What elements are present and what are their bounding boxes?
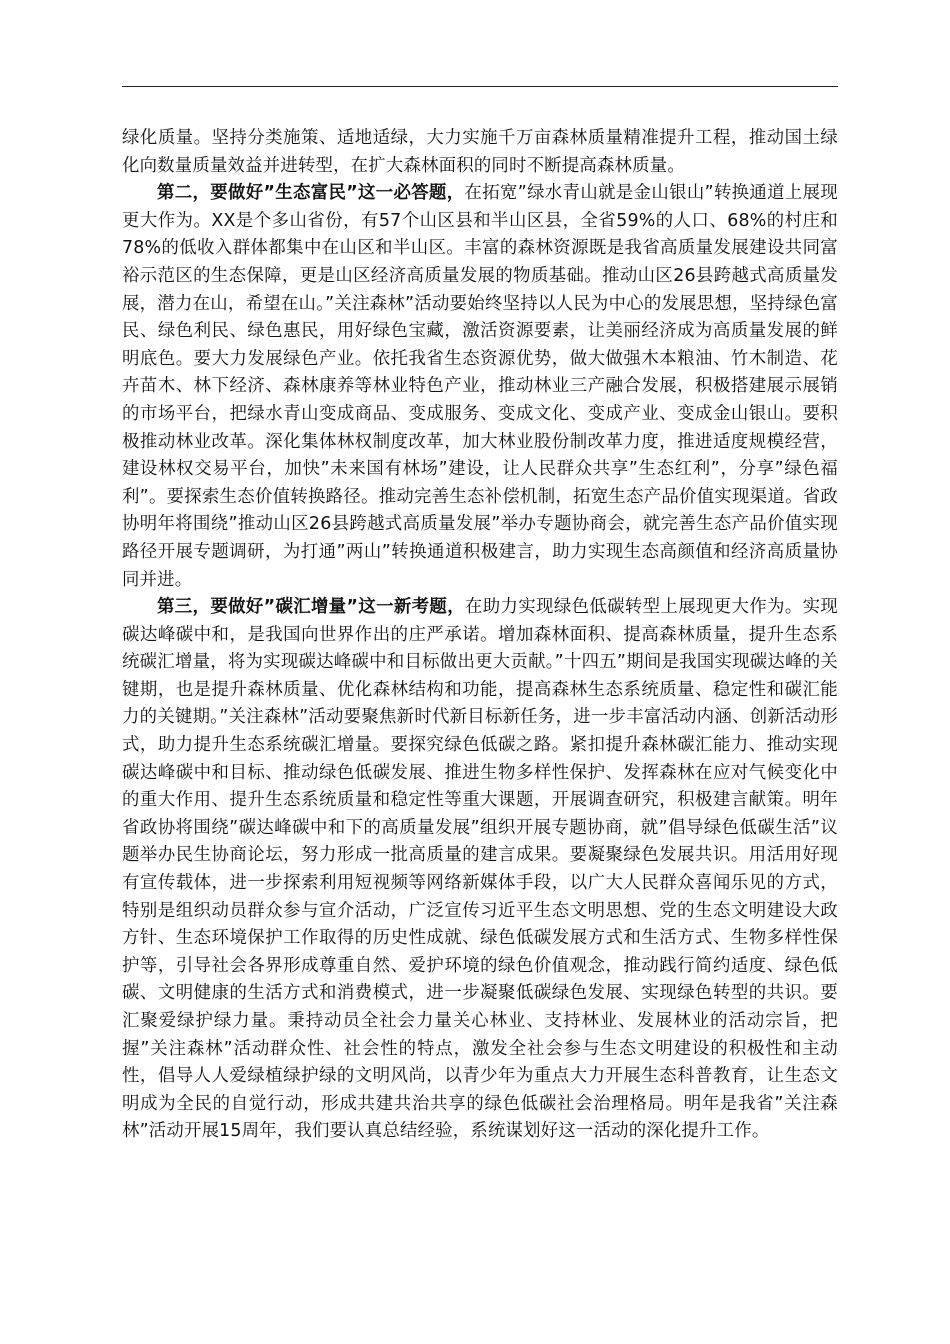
header-rule [122, 86, 838, 87]
paragraph-1 [122, 125, 838, 180]
document-body [122, 125, 838, 1146]
paragraph-3-lead: 第三，要做好”碳汇增量”这一新考题， [157, 597, 465, 618]
paragraph-2-lead: 第二，要做好”生态富民”这一必答题， [157, 183, 465, 204]
paragraph-3 [122, 594, 838, 1146]
paragraph-3-text: 在助力实现绿色低碳转型上展现更大作为。实现碳达峰碳中和，是我国向世界作出的庄严承诺。增加森林面积、提高森林质量，提升生态系统碳汇增量，将为实现碳达峰碳中和目标做出更大贡献。”十四五”期间是我国实现碳达峰的关键期，也是提升森林质量、优化森林结构和功能，提高森林生态系统质量、稳定性和碳汇能力的关键期。”关注森林”活动要聚焦新时代新目标新任务，进一步丰富活动内涵、创新活动形式，助力提升生态系统碳汇增量。要探究绿色低碳之路。紧扣提升森林碳汇能力、推动实现碳达峰碳中和目标、推动绿色低碳发展、推进生物多样性保护、发挥森林在应对气候变化中的重大作用、提升生态系统质量和稳定性等重大课题，开展调查研究，积极建言献策。明年省政协将围绕”碳达峰碳中和下的高质量发展”组织开展专题协商，就”倡导绿色低碳生活”议题举办民生协商论坛，努力形成一批高质量的建言成果。要凝聚绿色发展共识。用活用好现有宣传载体，进一步探索利用短视频等网络新媒体手段，以广大人民群众喜闻乐见的方式，特别是组织动员群众参与宣介活动，广泛宣传习近平生态文明思想、党的生态文明建设大政方针、生态环境保护工作取得的历史性成就、绿色低碳发展方式和生活方式、生物多样性保护等，引导社会各界形成尊重自然、爱护环境的绿色价值观念，推动践行简约适度、绿色低碳、文明健康的生活方式和消费模式，进一步凝聚低碳绿色发展、实现绿色转型的共识。要汇聚爱绿护绿力量。秉持动员全社会力量关心林业、支持林业、发展林业的活动宗旨，把握”关注森林”活动群众性、社会性的特点，激发全社会参与生态文明建设的积极性和主动性，倡导人人爱绿植绿护绿的文明风尚，以青少年为重点大力开展生态科普教育，让生态文明成为全民的自觉行动，形成共建共治共享的绿色低碳社会治理格局。明年是我省”关注森林”活动开展15周年，我们要认真总结经验，系统谋划好这一活动的深化提升工作。 [122, 597, 838, 1142]
paragraph-2-text: 在拓宽”绿水青山就是金山银山”转换通道上展现更大作为。XX是个多山省份，有57个山区县和半山区县，全省59%的人口、68%的村庄和78%的低收入群体都集中在山区和半山区。丰富的森林资源既是我省高质量发展建设共同富裕示范区的生态保障，更是山区经济高质量发展的物质基础。推动山区26县跨越式高质量发展，潜力在山，希望在山。”关注森林”活动要始终坚持以人民为中心的发展思想，坚持绿色富民、绿色利民、绿色惠民，用好绿色宝藏，激活资源要素，让美丽经济成为高质量发展的鲜明底色。要大力发展绿色产业。依托我省生态资源优势，做大做强木本粮油、竹木制造、花卉苗木、林下经济、森林康养等林业特色产业，推动林业三产融合发展，积极搭建展示展销的市场平台，把绿水青山变成商品、变成服务、变成文化、变成产业、变成金山银山。要积极推动林业改革。深化集体林权制度改革，加大林业股份制改革力度，推进适度规模经营，建设林权交易平台，加快”未来国有林场”建设，让人民群众共享”生态红利”，分享”绿色福利”。要探索生态价值转换路径。推动完善生态补偿机制，拓宽生态产品价值实现渠道。省政协明年将围绕”推动山区26县跨越式高质量发展”举办专题协商会，就完善生态产品价值实现路径开展专题调研，为打通”两山”转换通道积极建言，助力实现生态高颜值和经济高质量协同并进。 [122, 183, 839, 590]
paragraph-2 [122, 180, 838, 594]
paragraph-1-text: 绿化质量。坚持分类施策、适地适绿，大力实施千万亩森林质量精准提升工程，推动国土绿化向数量质量效益并进转型，在扩大森林面积的同时不断提高森林质量。 [122, 128, 838, 176]
